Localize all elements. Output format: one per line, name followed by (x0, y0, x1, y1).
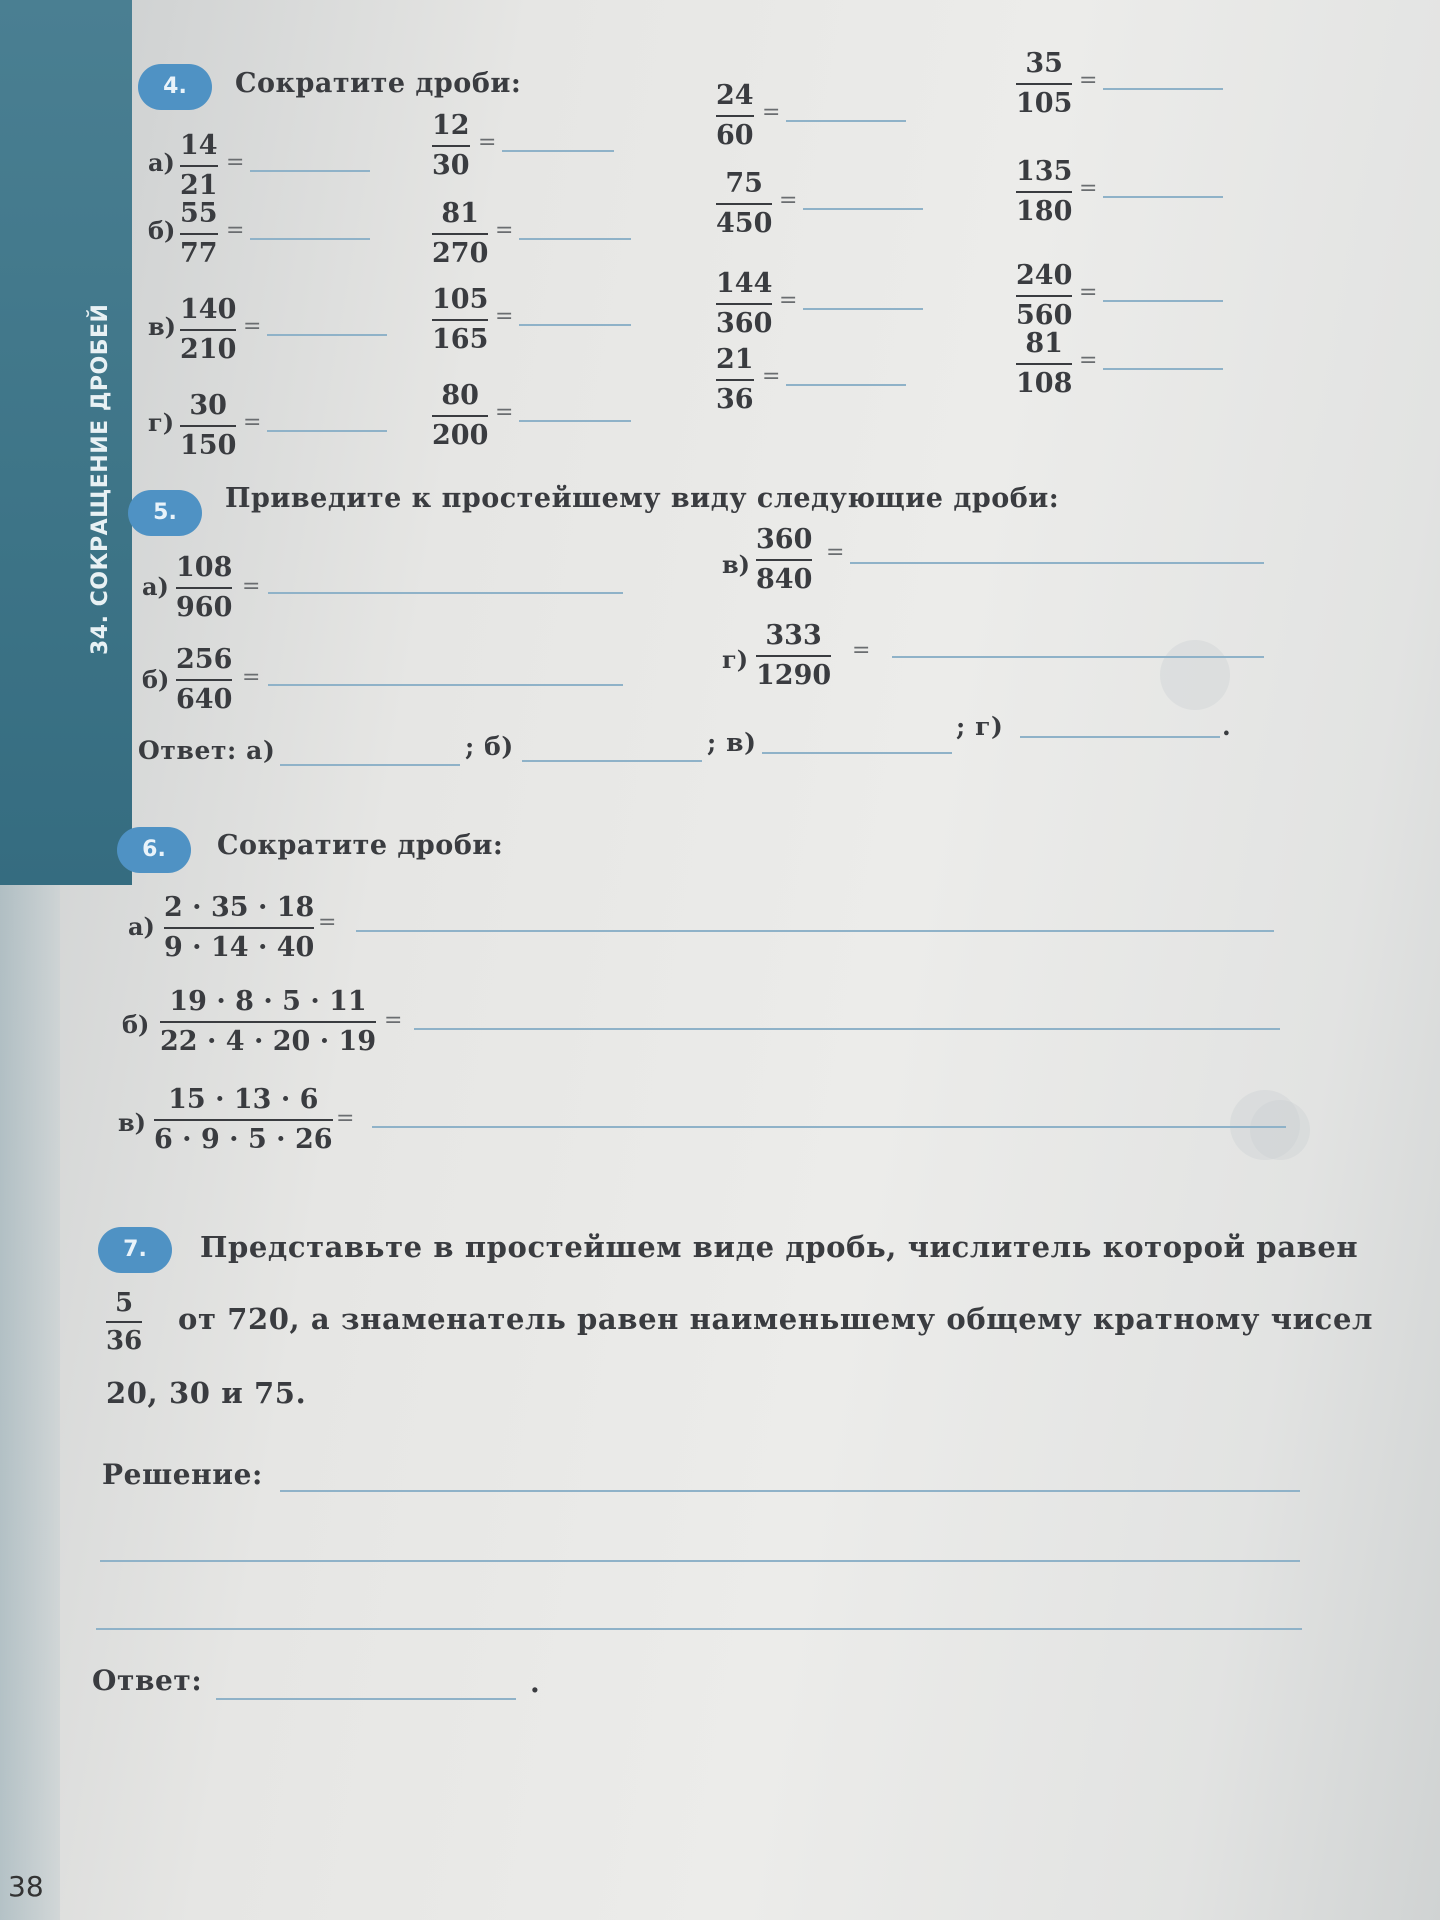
equals-sign: = (384, 1008, 403, 1033)
numerator: 140 (180, 294, 237, 325)
bleed-through-mark (1160, 640, 1230, 710)
ex5-label-v: в) (722, 550, 751, 579)
exercise-4-badge: 4. (138, 64, 212, 110)
equals-sign: = (852, 638, 871, 663)
ex4-fraction (716, 78, 754, 154)
numerator: 21 (716, 344, 754, 375)
equals-sign: = (495, 218, 514, 243)
numerator: 135 (1016, 156, 1073, 187)
fraction-bar (716, 203, 772, 205)
ex7-solution-line-2[interactable] (100, 1560, 1300, 1562)
denominator: 180 (1016, 196, 1073, 227)
ex5-final-answer-a[interactable] (280, 764, 460, 766)
ex7-statement-line1: Представьте в простейшем виде дробь, числитель которой равен (200, 1230, 1359, 1264)
ex4-fraction (1016, 154, 1072, 230)
denominator: 210 (180, 334, 237, 365)
numerator: 12 (432, 110, 470, 141)
ex4-answer-line[interactable] (519, 324, 631, 326)
equals-sign: = (226, 218, 245, 243)
equals-sign: = (779, 288, 798, 313)
ex7-fraction (106, 1286, 142, 1358)
exercise-6-badge: 6. (117, 827, 191, 873)
ex5-answer-sep-g: ; г) (956, 712, 1004, 741)
numerator: 15 · 13 · 6 (168, 1084, 319, 1115)
ex4-answer-line[interactable] (519, 238, 631, 240)
denominator: 640 (176, 684, 233, 715)
equals-sign: = (336, 1106, 355, 1131)
numerator: 256 (176, 644, 233, 675)
equals-sign: = (242, 574, 261, 599)
numerator: 55 (180, 198, 218, 229)
ex5-label-a: а) (142, 572, 169, 601)
denominator: 30 (432, 150, 470, 181)
ex4-row-label: а) (148, 148, 175, 177)
fraction-bar (180, 329, 236, 331)
numerator: 81 (1025, 328, 1063, 359)
ex5-answer-sep-v: ; в) (707, 728, 757, 757)
fraction-bar (180, 165, 218, 167)
ex5-answer-line-a[interactable] (268, 592, 623, 594)
denominator: 108 (1016, 368, 1073, 399)
equals-sign: = (779, 188, 798, 213)
fraction-bar (180, 425, 236, 427)
fraction-bar (432, 319, 488, 321)
denominator: 560 (1016, 300, 1073, 331)
ex6-answer-line-a[interactable] (356, 930, 1274, 932)
denominator: 450 (716, 208, 773, 239)
ex4-fraction (180, 128, 218, 204)
denominator: 840 (756, 564, 813, 595)
fraction-bar (716, 303, 772, 305)
numerator: 24 (716, 80, 754, 111)
ex7-statement-line3: 20, 30 и 75. (106, 1376, 307, 1410)
ex4-answer-line[interactable] (1103, 196, 1223, 198)
numerator: 2 · 35 · 18 (164, 892, 315, 923)
ex7-statement-line2: от 720, а знаменатель равен наименьшему общему кратному чисел (178, 1302, 1374, 1336)
equals-sign: = (826, 540, 845, 565)
ex5-final-answer-g[interactable] (1020, 736, 1220, 738)
numerator: 105 (432, 284, 489, 315)
ex4-fraction (432, 378, 488, 454)
denominator: 105 (1016, 88, 1073, 119)
denominator: 1290 (756, 660, 832, 691)
page-number: 38 (8, 1870, 44, 1903)
numerator: 144 (716, 268, 773, 299)
ex5-answer-line-v[interactable] (850, 562, 1264, 564)
fraction-bar (1016, 191, 1072, 193)
ex5-fraction-v (756, 522, 812, 598)
ex7-solution-label: Решение: (102, 1458, 263, 1491)
fraction-bar (432, 145, 470, 147)
ex6-fraction-b (160, 984, 376, 1060)
equals-sign: = (495, 304, 514, 329)
ex5-answer-label: Ответ: а) (138, 736, 276, 765)
denominator: 270 (432, 238, 489, 269)
fraction-bar (1016, 363, 1072, 365)
equals-sign: = (226, 150, 245, 175)
numerator: 14 (180, 130, 218, 161)
bleed-through-mark (1250, 1100, 1310, 1160)
ex4-row-label: г) (148, 408, 175, 437)
denominator: 36 (716, 384, 754, 415)
ex4-fraction (1016, 46, 1072, 122)
denominator: 165 (432, 324, 489, 355)
ex6-label-b: б) (122, 1010, 150, 1039)
equals-sign: = (495, 400, 514, 425)
ex4-fraction (1016, 326, 1072, 402)
numerator: 333 (765, 620, 822, 651)
ex5-answer-end: . (1222, 712, 1232, 741)
ex4-answer-line[interactable] (1103, 88, 1223, 90)
ex5-final-answer-b[interactable] (522, 760, 702, 762)
ex4-fraction (1016, 258, 1072, 334)
numerator: 30 (189, 390, 227, 421)
ex5-final-answer-v[interactable] (762, 752, 952, 754)
ex4-answer-line[interactable] (502, 150, 614, 152)
ex4-fraction (180, 292, 236, 368)
ex4-answer-line[interactable] (267, 334, 387, 336)
numerator: 80 (441, 380, 479, 411)
equals-sign: = (1079, 280, 1098, 305)
equals-sign: = (1079, 348, 1098, 373)
equals-sign: = (762, 364, 781, 389)
fraction-bar (716, 379, 754, 381)
fraction-bar (1016, 83, 1072, 85)
ex7-solution-line-1[interactable] (280, 1490, 1300, 1492)
equals-sign: = (1079, 68, 1098, 93)
numerator: 81 (441, 198, 479, 229)
fraction-bar (180, 233, 218, 235)
ex6-answer-line-v[interactable] (372, 1126, 1286, 1128)
ex4-answer-line[interactable] (250, 170, 370, 172)
ex4-fraction (180, 388, 236, 464)
ex6-label-v: в) (118, 1108, 147, 1137)
fraction-bar (1016, 295, 1072, 297)
denominator: 36 (106, 1326, 143, 1356)
denominator: 22 · 4 · 20 · 19 (160, 1026, 377, 1057)
numerator: 360 (756, 524, 813, 555)
chapter-title: 34. СОКРАЩЕНИЕ ДРОБЕЙ (88, 303, 113, 655)
ex7-answer-end: . (530, 1666, 541, 1699)
ex5-label-b: б) (142, 665, 170, 694)
numerator: 19 · 8 · 5 · 11 (169, 986, 367, 1017)
denominator: 200 (432, 420, 489, 451)
exercise-6-title: Сократите дроби: (217, 830, 504, 861)
exercise-4-title: Сократите дроби: (235, 68, 522, 99)
ex5-answer-line-b[interactable] (268, 684, 623, 686)
ex4-answer-line[interactable] (250, 238, 370, 240)
ex4-row-label: б) (148, 216, 176, 245)
ex7-answer-label: Ответ: (92, 1664, 203, 1697)
exercise-5-title: Приведите к простейшему виду следующие дроби: (225, 483, 1060, 514)
ex7-answer-line[interactable] (216, 1698, 516, 1700)
ex4-fraction (432, 196, 488, 272)
ex5-fraction-a (176, 550, 232, 626)
equals-sign: = (243, 314, 262, 339)
ex5-fraction-g (756, 618, 831, 694)
ex5-answer-sep-b: ; б) (465, 732, 514, 761)
ex4-fraction (432, 108, 470, 184)
ex5-fraction-b (176, 642, 232, 718)
denominator: 150 (180, 430, 237, 461)
fraction-bar (432, 415, 488, 417)
denominator: 960 (176, 592, 233, 623)
ex4-fraction (716, 342, 754, 418)
denominator: 9 · 14 · 40 (164, 932, 315, 963)
ex5-answer-line-g[interactable] (892, 656, 1264, 658)
ex4-answer-line[interactable] (519, 420, 631, 422)
equals-sign: = (478, 130, 497, 155)
equals-sign: = (1079, 176, 1098, 201)
ex4-fraction (180, 196, 218, 272)
ex4-answer-line[interactable] (1103, 300, 1223, 302)
equals-sign: = (243, 410, 262, 435)
fraction-bar (432, 233, 488, 235)
ex6-fraction-a (164, 890, 314, 966)
numerator: 240 (1016, 260, 1073, 291)
ex6-answer-line-b[interactable] (414, 1028, 1280, 1030)
ex4-answer-line[interactable] (803, 308, 923, 310)
ex4-fraction (716, 166, 772, 242)
denominator: 77 (180, 238, 218, 269)
denominator: 6 · 9 · 5 · 26 (154, 1124, 333, 1155)
equals-sign: = (318, 910, 337, 935)
denominator: 21 (180, 170, 218, 201)
numerator: 75 (725, 168, 763, 199)
ex6-fraction-v (154, 1082, 333, 1158)
equals-sign: = (242, 665, 261, 690)
ex4-row-label: в) (148, 312, 177, 341)
ex4-answer-line[interactable] (803, 208, 923, 210)
ex4-fraction (716, 266, 772, 342)
fraction-bar (716, 115, 754, 117)
page-edge-shadow (0, 885, 60, 1920)
denominator: 60 (716, 120, 754, 151)
exercise-5-badge: 5. (128, 490, 202, 536)
ex4-answer-line[interactable] (786, 384, 906, 386)
ex4-answer-line[interactable] (786, 120, 906, 122)
numerator: 108 (176, 552, 233, 583)
ex6-label-a: а) (128, 912, 155, 941)
ex4-answer-line[interactable] (267, 430, 387, 432)
ex5-label-g: г) (722, 645, 749, 674)
equals-sign: = (762, 100, 781, 125)
denominator: 360 (716, 308, 773, 339)
numerator: 5 (115, 1288, 134, 1318)
ex7-solution-line-3[interactable] (96, 1628, 1302, 1630)
ex4-fraction (432, 282, 488, 358)
numerator: 35 (1025, 48, 1063, 79)
exercise-7-badge: 7. (98, 1227, 172, 1273)
ex4-answer-line[interactable] (1103, 368, 1223, 370)
